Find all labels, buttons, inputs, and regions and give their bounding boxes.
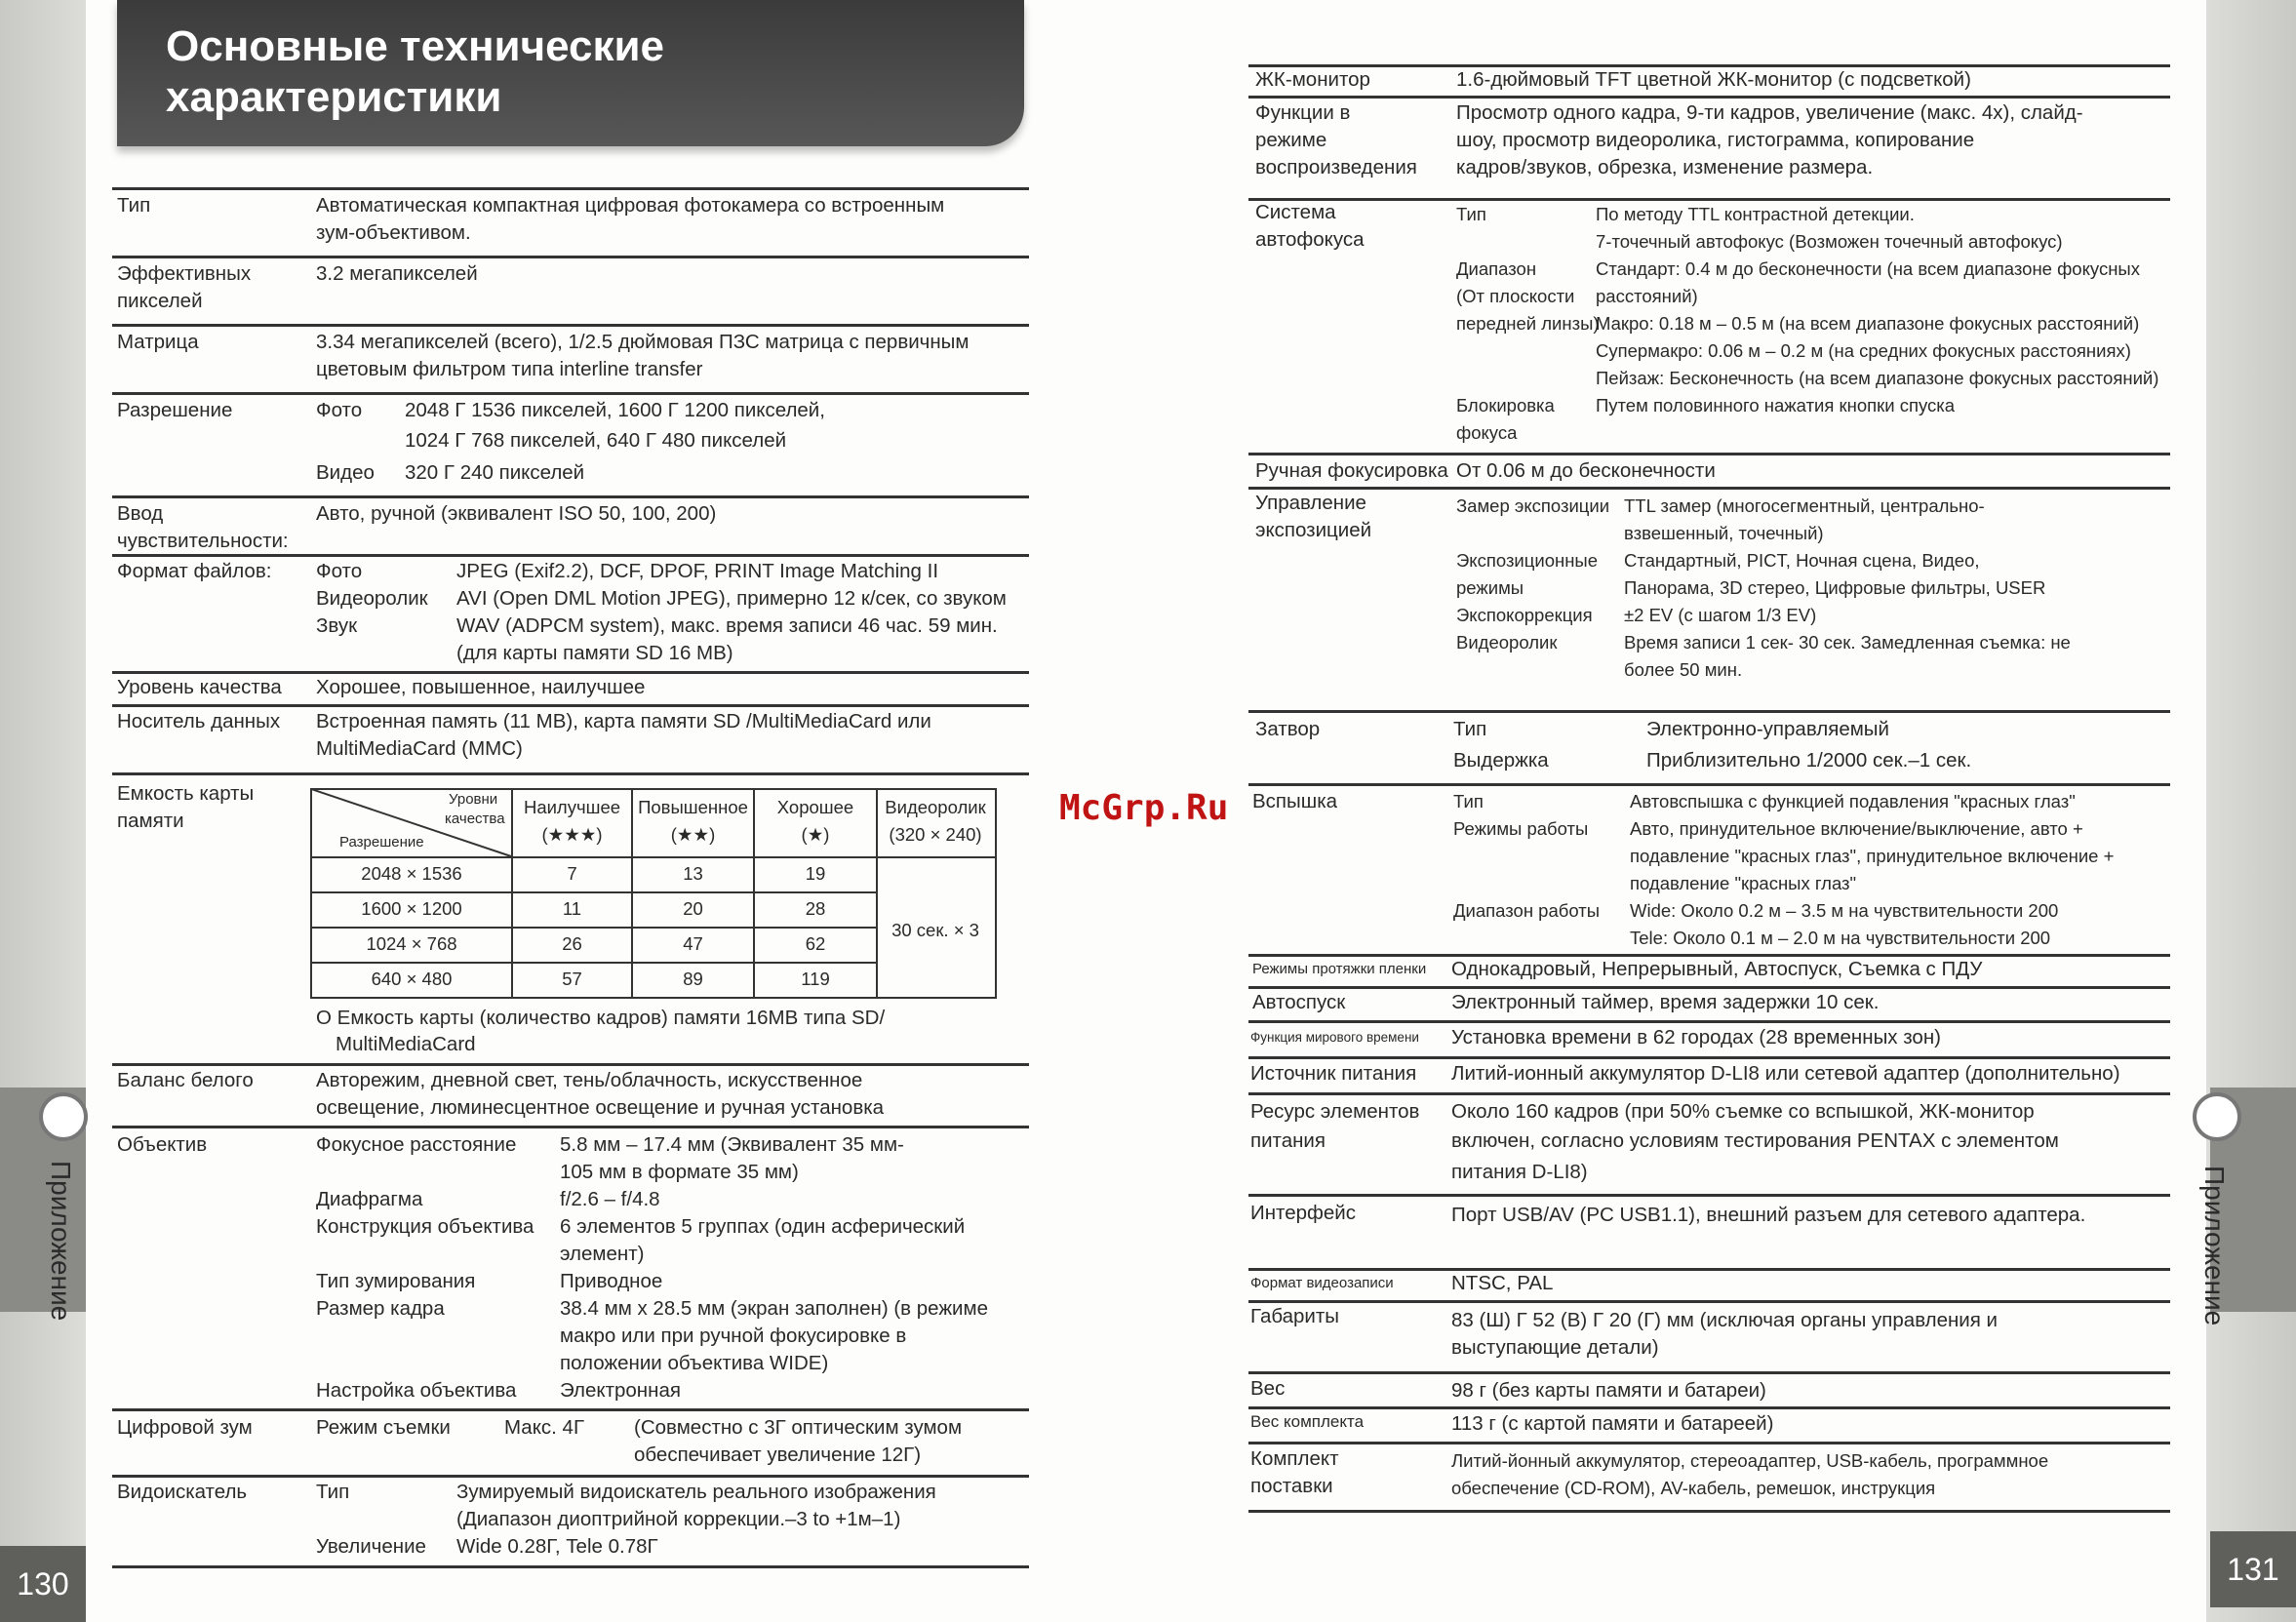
spec-value-format-movie: AVI (Open DML Motion JPEG), примерно 12 к/сек, со звуком (456, 587, 1007, 610)
spec-value-dims-2: выступающие детали) (1451, 1336, 1659, 1359)
spec-value-mf: От 0.06 м до бесконечности (1456, 459, 1716, 482)
spec-value-playback: Просмотр одного кадра, 9-ти кадров, увеличение (макс. 4x), слайд- (1456, 101, 2083, 124)
col-header-better-stars: (★★) (670, 824, 716, 845)
spec-value-flash-modes-2: подавление "красных глаз", принудительное включение + (1630, 846, 2115, 866)
spec-key-format-movie: Видеоролик (316, 587, 428, 610)
spec-label-battery-2: питания (1250, 1129, 1326, 1152)
spec-value-lens-focal: 5.8 мм – 17.4 мм (Эквивалент 35 мм- (560, 1133, 904, 1156)
spec-key-dzoom: Режим съемки (316, 1416, 451, 1439)
spec-value-dims: 83 (Ш) Г 52 (В) Г 20 (Г) мм (исключая органы управления и (1451, 1309, 1999, 1331)
left-side-tab-label: Приложение (46, 1161, 76, 1322)
spec-value-worldtime: Установка времени в 62 городах (28 временных зон) (1451, 1026, 1941, 1048)
spec-value-af-range-4: Супермакро: 0.06 м – 0.2 м (на средних фокусных расстояниях) (1596, 340, 2131, 361)
spec-key-lens-zoom: Тип зумирования (316, 1270, 476, 1292)
spec-label-type: Тип (117, 194, 151, 217)
spec-value-lens-frame: 38.4 мм x 28.5 мм (экран заполнен) (в режиме (560, 1297, 988, 1320)
spec-label-playback-3: воспроизведения (1255, 156, 1417, 178)
spec-label-sensor: Матрица (117, 331, 199, 353)
spec-key-format-sound: Звук (316, 614, 358, 637)
spec-label-playback: Функции в (1255, 101, 1351, 124)
spec-value-flash-modes: Авто, принудительное включение/выключение, авто + (1630, 818, 2083, 839)
spec-key-resolution-photo: Фото (316, 399, 363, 421)
capacity-note-2: MultiMediaCard (336, 1033, 476, 1055)
page-title: Основные технические характеристики (166, 22, 665, 121)
capacity-movie-value: 30 сек. × 3 (891, 920, 979, 940)
spec-value-exposure-modes-2: Панорама, 3D стерео, Цифровые фильтры, USER (1624, 577, 2046, 598)
right-tab-circle (2193, 1092, 2241, 1141)
spec-value-af-range: Стандарт: 0.4 м до бесконечности (на всем диапазоне фокусных (1596, 258, 2140, 279)
spec-value-playback-3: кадров/звуков, обрезка, изменение размера. (1456, 156, 1874, 178)
spec-label-exposure-2: экспозицией (1255, 519, 1372, 541)
col-header-best: Наилучшее (523, 797, 621, 817)
spec-label-capacity: Емкость карты (117, 782, 255, 805)
spec-key-af-lock: Блокировка (1456, 395, 1555, 415)
spec-value-selftimer: Электронный таймер, время задержки 10 сек. (1451, 991, 1880, 1013)
spec-key-exposure-modes-2: режимы (1456, 577, 1524, 598)
spec-key-lens-focal: Фокусное расстояние (316, 1133, 517, 1156)
spec-label-iso-2: чувствительности: (117, 530, 289, 552)
col-header-movie-size: (320 × 240) (889, 824, 982, 845)
spec-label-interface: Интерфейс (1250, 1202, 1356, 1224)
watermark-logo: McGrp.Ru (1059, 788, 1229, 828)
col-header-movie: Видеоролик (885, 797, 986, 817)
col-header-good-stars: (★) (801, 824, 830, 845)
spec-value-playback-2: шоу, просмотр видеоролика, гистограмма, копирование (1456, 129, 1975, 151)
spec-key-shutter-type: Тип (1453, 718, 1487, 740)
spec-label-wb: Баланс белого (117, 1069, 254, 1091)
left-page-number: 130 (0, 1546, 86, 1622)
spec-value-sensor-2: цветовым фильтром типа interline transfer (316, 358, 703, 380)
spec-label-flash: Вспышка (1252, 790, 1338, 812)
spec-value-lcd: 1.6-дюймовый TFT цветной ЖК-монитор (с подсветкой) (1456, 68, 1971, 91)
spec-key-flash-range: Диапазон работы (1453, 900, 1600, 921)
spec-key-lens-adjust: Настройка объектива (316, 1379, 517, 1402)
spec-label-weight: Вес (1250, 1377, 1286, 1400)
spec-value-lens-adjust: Электронная (560, 1379, 681, 1402)
spec-value-flash-type: Автовспышка с функцией подавления "красных глаз" (1630, 791, 2076, 811)
spec-label-dzoom: Цифровой зум (117, 1416, 253, 1439)
spec-value-resolution-photo-2: 1024 Г 768 пикселей, 640 Г 480 пикселей (405, 429, 787, 452)
spec-value-flash-modes-3: подавление "красных глаз" (1630, 873, 1857, 893)
spec-value-weight: 98 г (без карты памяти и батареи) (1451, 1379, 1766, 1402)
spec-label-lens: Объектив (117, 1133, 208, 1156)
spec-label-exposure: Управление (1255, 492, 1366, 514)
spec-value-type: Автоматическая компактная цифровая фотокамера со встроенным (316, 194, 945, 217)
col-header-best-stars: (★★★) (541, 824, 603, 845)
spec-value-lens-frame-3: положении объектива WIDE) (560, 1352, 829, 1374)
spec-value-media: Встроенная память (11 MB), карта памяти SD /MultiMediaCard или (316, 710, 931, 732)
spec-label-media: Носитель данных (117, 710, 281, 732)
corner-label-levels: Уровни (449, 791, 498, 808)
spec-label-shutter: Затвор (1255, 718, 1321, 740)
spec-label-lcd: ЖК-монитор (1255, 68, 1370, 91)
spec-label-af-2: автофокуса (1255, 228, 1365, 251)
spec-value-interface: Порт USB/AV (PC USB1.1), внешний разъем для сетевого адаптера. (1451, 1204, 2086, 1226)
spec-value-af-lock: Путем половинного нажатия кнопки спуска (1596, 395, 1956, 415)
col-header-better: Повышенное (638, 797, 748, 817)
spec-value-lens-construction-2: элемент) (560, 1243, 645, 1265)
spec-label-mf: Ручная фокусировка (1255, 459, 1448, 482)
spec-key-viewfinder-type: Тип (316, 1481, 350, 1503)
spec-label-af: Система (1255, 201, 1336, 223)
spec-value-lens-construction: 6 элементов 5 группах (один асферический (560, 1215, 966, 1238)
spec-value-viewfinder-type-2: (Диапазон диоптрийной коррекции.–3 to +1м–1) (456, 1508, 901, 1530)
spec-value-weight-set: 113 г (с картой памяти и батареей) (1451, 1412, 1774, 1435)
spec-value-package: Литий-йонный аккумулятор, стереоадаптер, USB-кабель, программное (1451, 1450, 2049, 1471)
spec-key-resolution-video: Видео (316, 461, 375, 484)
spec-key-exposure-movie: Видеоролик (1456, 632, 1558, 653)
left-tab-circle (39, 1092, 88, 1141)
title-banner (117, 0, 1024, 146)
spec-label-resolution: Разрешение (117, 399, 233, 421)
spec-value-media-2: MultiMediaCard (MMC) (316, 737, 523, 760)
spec-key-lens-frame: Размер кадра (316, 1297, 445, 1320)
spec-value-pixels: 3.2 мегапикселей (316, 262, 478, 285)
spec-value-af-range-5: Пейзаж: Бесконечность (на всем диапазоне фокусных расстояний) (1596, 368, 2159, 388)
spec-key-flash-type: Тип (1453, 791, 1484, 811)
corner-label-resolution: Разрешение (339, 834, 424, 851)
spec-value-exposure-modes: Стандартный, PICT, Ночная сцена, Видео, (1624, 550, 1980, 571)
spec-value-viewfinder-mag: Wide 0.28Г, Tele 0.78Г (456, 1535, 658, 1558)
spec-value-format-sound: WAV (ADPCM system), макс. время записи 46 час. 59 мин. (456, 614, 998, 637)
spec-value-af-range-2: расстояний) (1596, 286, 1698, 306)
spec-label-package-2: поставки (1250, 1475, 1333, 1497)
spec-key-af-type: Тип (1456, 204, 1486, 224)
spec-value-resolution-video: 320 Г 240 пикселей (405, 461, 585, 484)
spec-label-selftimer: Автоспуск (1252, 991, 1346, 1013)
spec-note-dzoom: (Совместно с 3Г оптическим зумом (634, 1416, 963, 1439)
spec-label-format: Формат файлов: (117, 560, 272, 582)
spec-key-lens-aperture: Диафрагма (316, 1188, 423, 1210)
spec-key-exposure-meter: Замер экспозиции (1456, 495, 1610, 516)
spec-value-drive: Однокадровый, Непрерывный, Автоспуск, Съемка с ПДУ (1451, 958, 1983, 980)
spec-value-exposure-meter: TTL замер (многосегментный, центрально- (1624, 495, 1985, 516)
spec-value-shutter-speed: Приблизительно 1/2000 сек.–1 сек. (1646, 749, 1972, 771)
spec-value-package-2: обеспечение (CD-ROM), AV-кабель, ремешок, инструкция (1451, 1478, 1936, 1498)
left-edge-strip (0, 0, 86, 1622)
spec-label-capacity-2: памяти (117, 810, 184, 832)
spec-value-battery-2: включен, согласно условиям тестирования PENTAX с элементом (1451, 1129, 2059, 1152)
spec-label-drive: Режимы протяжки пленки (1252, 961, 1427, 977)
spec-label-package: Комплект (1250, 1447, 1339, 1470)
spec-value-type-2: зум-объективом. (316, 221, 471, 244)
spec-value-wb-2: освещение, люминесцентное освещение и ручная установка (316, 1096, 885, 1119)
col-header-good: Хорошее (776, 797, 854, 817)
spec-label-iso: Ввод (117, 502, 164, 525)
spec-value-lens-focal-2: 105 мм в формате 35 мм) (560, 1161, 799, 1183)
spec-value-battery: Около 160 кадров (при 50% съемке со вспышкой, ЖК-монитор (1451, 1100, 2035, 1123)
spec-value-lens-zoom: Приводное (560, 1270, 663, 1292)
spec-label-video: Формат видеозаписи (1250, 1275, 1394, 1291)
spec-value-resolution-photo: 2048 Г 1536 пикселей, 1600 Г 1200 пикселей, (405, 399, 825, 421)
spec-value-af-type: По методу TTL контрастной детекции. (1596, 204, 1915, 224)
spec-value-wb: Авторежим, дневной свет, тень/облачность, искусственное (316, 1069, 863, 1091)
spec-label-dims: Габариты (1250, 1305, 1339, 1327)
spec-value-exposure-movie: Время записи 1 сек- 30 сек. Замедленная съемка: не (1624, 632, 2071, 653)
spec-label-battery: Ресурс элементов (1250, 1100, 1420, 1123)
spec-label-weight-set: Вес комплекта (1250, 1412, 1365, 1431)
spec-key-viewfinder-mag: Увеличение (316, 1535, 426, 1558)
spec-value-exposure-comp: ±2 EV (с шагом 1/3 EV) (1624, 605, 1817, 625)
spec-value-sensor: 3.34 мегапикселей (всего), 1/2.5 дюймовая ПЗС матрица с первичным (316, 331, 970, 353)
spec-label-viewfinder: Видоискатель (117, 1481, 248, 1503)
spec-value-format-sound-2: (для карты памяти SD 16 MB) (456, 642, 733, 664)
spec-label-playback-2: режиме (1255, 129, 1327, 151)
spec-value-af-type-2: 7-точечный автофокус (Возможен точечный автофокус) (1596, 231, 2063, 252)
spec-key-lens-construction: Конструкция объектива (316, 1215, 534, 1238)
spec-value-battery-3: питания D-LI8) (1451, 1161, 1588, 1183)
corner-label-quality: качества (445, 811, 505, 827)
spec-value-viewfinder-type: Зумируемый видоискатель реального изображения (456, 1481, 936, 1503)
spec-value-power: Литий-ионный аккумулятор D-LI8 или сетевой адаптер (дополнительно) (1451, 1062, 2120, 1085)
spec-value-exposure-meter-2: взвешенный, точечный) (1624, 523, 1824, 543)
right-edge-strip (2206, 0, 2296, 1622)
spec-label-pixels: Эффективных (117, 262, 252, 285)
spec-value-video: NTSC, PAL (1451, 1272, 1554, 1294)
spec-value-flash-range: Wide: Около 0.2 м – 3.5 м на чувствительности 200 (1630, 900, 2059, 921)
spec-key-af-range: Диапазон (1456, 258, 1537, 279)
spec-label-worldtime: Функция мирового времени (1250, 1030, 1419, 1045)
spec-value-flash-range-2: Tele: Около 0.1 м – 2.0 м на чувствительности 200 (1630, 928, 2051, 948)
spec-value-iso: Авто, ручной (эквивалент ISO 50, 100, 200) (316, 502, 717, 525)
spec-key-af-range-2: (От плоскости (1456, 286, 1575, 306)
spec-key-exposure-comp: Экспокоррекция (1456, 605, 1593, 625)
spec-note-dzoom-2: обеспечивает увеличение 12Г) (634, 1444, 922, 1466)
spec-key-flash-modes: Режимы работы (1453, 818, 1589, 839)
spec-value-shutter-type: Электронно-управляемый (1646, 718, 1889, 740)
spec-value-quality: Хорошее, повышенное, наилучшее (316, 676, 646, 698)
spec-value-exposure-movie-2: более 50 мин. (1624, 659, 1743, 680)
spec-value-dzoom: Макс. 4Г (504, 1416, 585, 1439)
capacity-note: О Емкость карты (количество кадров) памяти 16MB типа SD/ (316, 1007, 886, 1029)
right-side-tab-label: Приложение (2199, 1166, 2230, 1326)
spec-label-power: Источник питания (1250, 1062, 1417, 1085)
right-page-number: 131 (2210, 1531, 2296, 1607)
spec-value-lens-frame-2: макро или при ручной фокусировке в (560, 1325, 907, 1347)
spec-value-lens-aperture: f/2.6 – f/4.8 (560, 1188, 660, 1210)
spec-key-shutter-speed: Выдержка (1453, 749, 1549, 771)
spec-value-af-range-3: Макро: 0.18 м – 0.5 м (на всем диапазоне фокусных расстояний) (1596, 313, 2140, 334)
spec-label-pixels-2: пикселей (117, 290, 203, 312)
spec-key-af-range-3: передней линзы) (1456, 313, 1600, 334)
spec-key-exposure-modes: Экспозиционные (1456, 550, 1599, 571)
spec-label-quality: Уровень качества (117, 676, 282, 698)
spec-value-format-photo: JPEG (Exif2.2), DCF, DPOF, PRINT Image Matching II (456, 560, 939, 582)
spec-key-format-photo: Фото (316, 560, 363, 582)
spec-key-af-lock-2: фокуса (1456, 422, 1518, 443)
